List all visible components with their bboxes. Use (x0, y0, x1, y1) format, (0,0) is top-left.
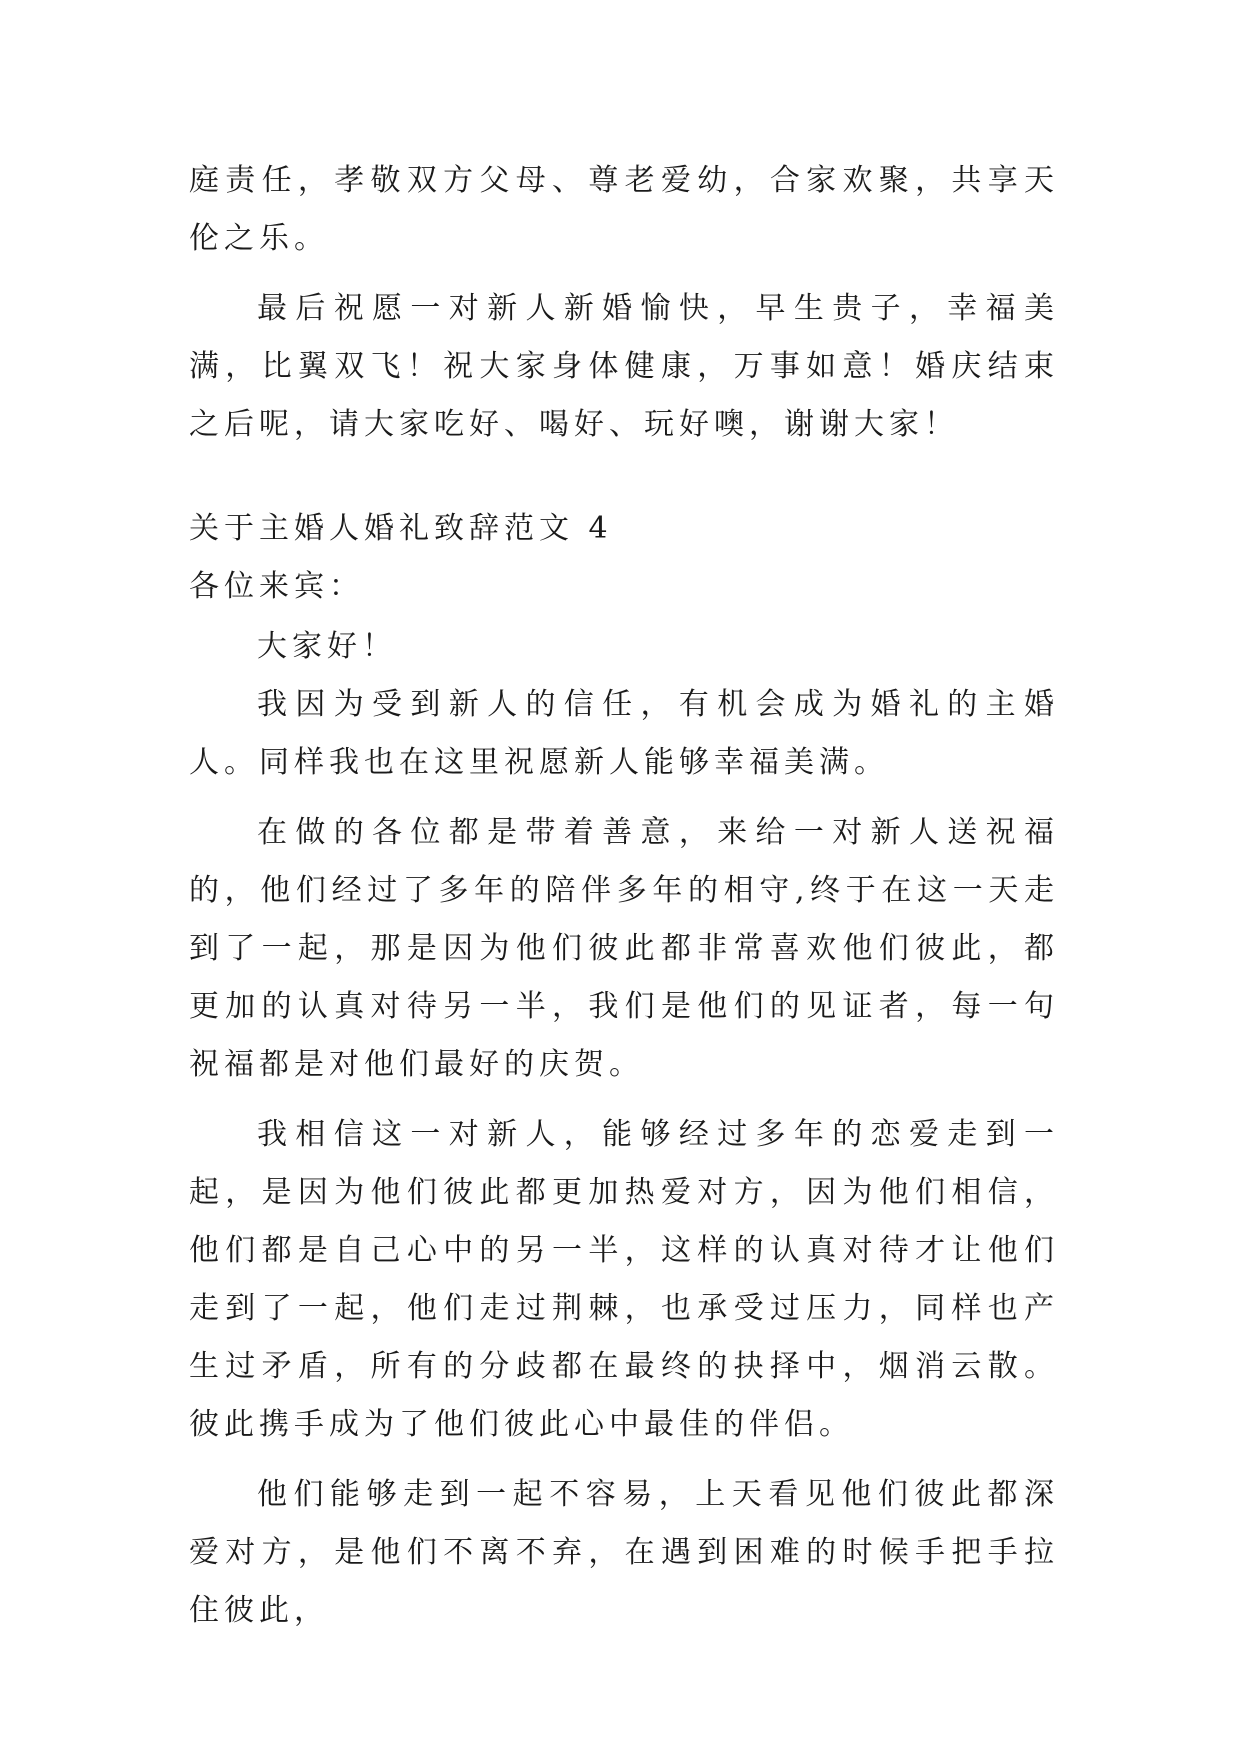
salutation: 各位来宾： (189, 569, 364, 604)
body-paragraph: 在做的各位都是带着善意，来给一对新人送祝福的，他们经过了多年的陪伴多年的相守,终于在这一天走到了一起，那是因为他们彼此都非常喜欢他们彼此，都更加的认真对待另一半，我们是他们的见证者，每一句祝福都是对他们最好的庆贺。 (189, 815, 1059, 1082)
section-title: 关于主婚人婚礼致辞范文 4 (189, 511, 613, 546)
paragraph-spacer (189, 1454, 1059, 1466)
paragraph-spacer (189, 268, 1059, 280)
paragraph-spacer (189, 792, 1059, 804)
document-body (189, 152, 1059, 1640)
body-paragraph: 我相信这一对新人，能够经过多年的恋爱走到一起，是因为他们彼此都更加热爱对方，因为他们相信，他们都是自己心中的另一半，这样的认真对待才让他们走到了一起，他们走过荆棘，也承受过压力，同样也产生过矛盾，所有的分歧都在最终的抉择中，烟消云散。彼此携手成为了他们彼此心中最佳的伴侣。 (189, 1117, 1059, 1442)
greeting: 大家好！ (257, 629, 397, 664)
section-spacer (189, 454, 1059, 502)
paragraph-closing-wishes: 最后祝愿一对新人新婚愉快，早生贵子，幸福美满，比翼双飞！祝大家身体健康，万事如意！婚庆结束之后呢，请大家吃好、喝好、玩好噢，谢谢大家！ (189, 291, 1059, 442)
body-paragraph: 我因为受到新人的信任，有机会成为婚礼的主婚人。同样我也在这里祝愿新人能够幸福美满。 (189, 687, 1059, 780)
paragraph-spacer (189, 1094, 1059, 1106)
paragraph-continued: 庭责任，孝敬双方父母、尊老爱幼，合家欢聚，共享天伦之乐。 (189, 163, 1059, 256)
body-paragraph: 他们能够走到一起不容易，上天看见他们彼此都深爱对方，是他们不离不弃，在遇到困难的时候手把手拉住彼此， (189, 1477, 1059, 1628)
